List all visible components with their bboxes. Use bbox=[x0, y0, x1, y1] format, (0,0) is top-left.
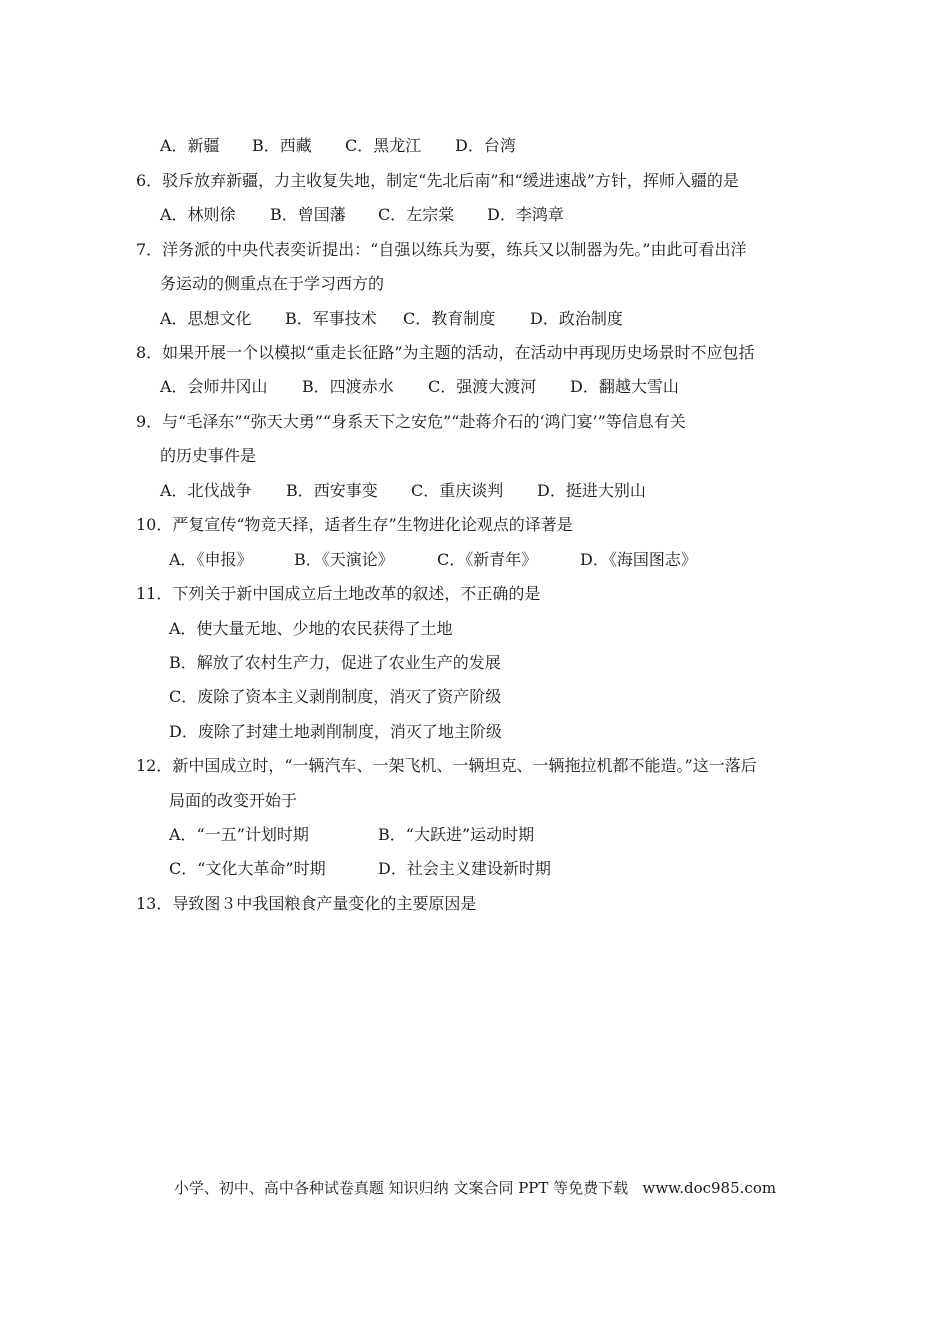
q8-option-b: B．四渡赤水 bbox=[302, 377, 394, 396]
q6-option-d: D．李鸿章 bbox=[487, 205, 564, 224]
q12-option-d: D．社会主义建设新时期 bbox=[378, 859, 551, 878]
q9-stem-line2: 的历史事件是 bbox=[160, 446, 257, 465]
q5-option-b: B．西藏 bbox=[252, 136, 312, 155]
q10-option-a: A．《申报》 bbox=[169, 550, 253, 569]
q9-option-c: C．重庆谈判 bbox=[411, 481, 504, 500]
q12-option-a: A．“一五”计划时期 bbox=[169, 825, 309, 844]
q9-option-d: D．挺进大别山 bbox=[537, 481, 646, 500]
q10-option-b: B．《天演论》 bbox=[294, 550, 394, 569]
q7-option-a: A．思想文化 bbox=[160, 309, 252, 328]
q7-stem-line2: 务运动的侧重点在于学习西方的 bbox=[160, 274, 385, 293]
q9-stem-line1: 9．与“毛泽东”“弥天大勇”“身系天下之安危”“赴蒋介石的‘鸿门宴’”等信息有关 bbox=[136, 412, 686, 431]
q7-stem-line1: 7．洋务派的中央代表奕䜣提出：“自强以练兵为要，练兵又以制器为先。”由此可看出洋 bbox=[136, 240, 747, 259]
q5-option-c: C．黑龙江 bbox=[345, 136, 422, 155]
q7-option-b: B．军事技术 bbox=[285, 309, 377, 328]
q11-option-c: C．废除了资本主义剥削制度，消灭了资产阶级 bbox=[169, 687, 502, 706]
q10-option-d: D．《海国图志》 bbox=[580, 550, 697, 569]
q8-option-d: D．翻越大雪山 bbox=[570, 377, 679, 396]
q11-option-a: A．使大量无地、少地的农民获得了土地 bbox=[169, 619, 453, 638]
q10-stem: 10．严复宣传“物竞天择，适者生存”生物进化论观点的译著是 bbox=[136, 515, 573, 534]
q12-option-b: B．“大跃进”运动时期 bbox=[378, 825, 535, 844]
q13-stem: 13．导致图３中我国粮食产量变化的主要原因是 bbox=[136, 894, 477, 913]
q6-option-a: A．林则徐 bbox=[160, 205, 236, 224]
q6-stem: 6．驳斥放弃新疆，力主收复失地，制定“先北后南”和“缓进速战”方针，挥师入疆的是 bbox=[136, 171, 739, 190]
q7-option-d: D．政治制度 bbox=[530, 309, 623, 328]
q5-option-a: A．新疆 bbox=[160, 136, 220, 155]
q12-stem-line1: 12．新中国成立时，“一辆汽车、一架飞机、一辆坦克、一辆拖拉机都不能造。”这一落后 bbox=[136, 756, 757, 775]
q7-option-c: C．教育制度 bbox=[403, 309, 496, 328]
q6-option-b: B．曾国藩 bbox=[270, 205, 346, 224]
q9-option-a: A．北伐战争 bbox=[160, 481, 252, 500]
q9-option-b: B．西安事变 bbox=[286, 481, 378, 500]
q12-option-c: C．“文化大革命”时期 bbox=[169, 859, 326, 878]
q5-option-d: D．台湾 bbox=[455, 136, 516, 155]
q8-option-c: C．强渡大渡河 bbox=[428, 377, 537, 396]
q11-option-d: D．废除了封建土地剥削制度，消灭了地主阶级 bbox=[169, 722, 502, 741]
q12-stem-line2: 局面的改变开始于 bbox=[169, 791, 298, 810]
q11-option-b: B．解放了农村生产力，促进了农业生产的发展 bbox=[169, 653, 501, 672]
page-footer: 小学、初中、高中各种试卷真题 知识归纳 文案合同 PPT 等免费下载 www.doc985.com bbox=[173, 1179, 777, 1197]
q8-stem: 8．如果开展一个以模拟“重走长征路”为主题的活动，在活动中再现历史场景时不应包括 bbox=[136, 343, 755, 362]
q10-option-c: C．《新青年》 bbox=[437, 550, 538, 569]
q11-stem: 11．下列关于新中国成立后土地改革的叙述，不正确的是 bbox=[136, 584, 541, 603]
q6-option-c: C．左宗棠 bbox=[378, 205, 455, 224]
q8-option-a: A．会师井冈山 bbox=[160, 377, 268, 396]
